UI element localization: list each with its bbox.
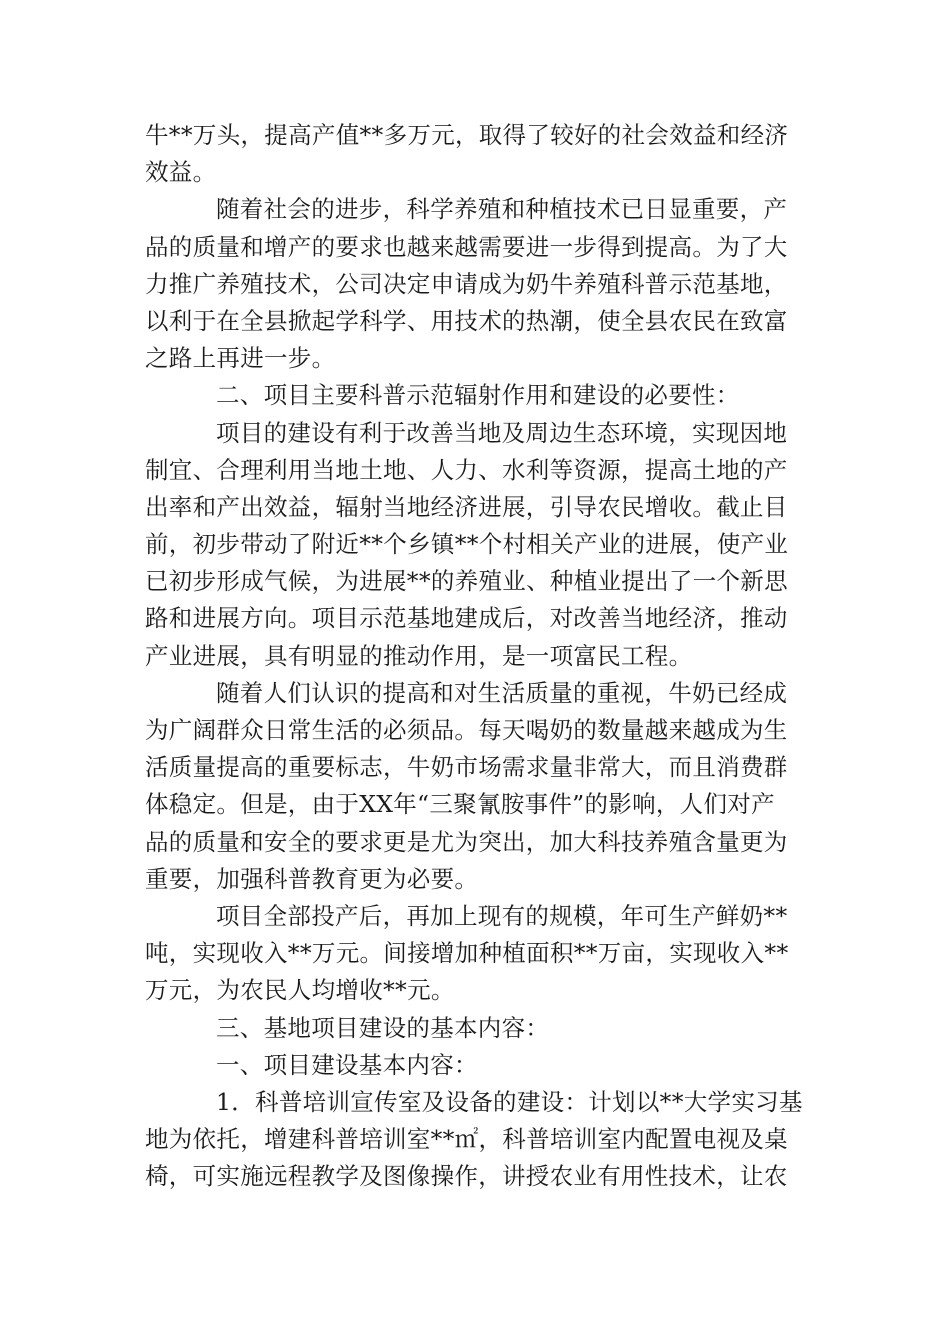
text-line: 路和进展方向。项目示范基地建成后，对改善当地经济，推动: [145, 604, 788, 633]
text-line: 之路上再进一步。: [145, 344, 336, 373]
text-line: 为广阔群众日常生活的必须品。每天喝奶的数量越来越成为生: [145, 716, 788, 744]
text-line: 项目全部投产后，再加上现有的规模，年可生产鲜奶**: [216, 901, 788, 930]
text-line: 活质量提高的重要标志，牛奶市场需求量非常大，而且消费群: [145, 753, 788, 782]
text-line: 力推广养殖技术，公司决定申请成为奶牛养殖科普示范基地，: [145, 269, 788, 298]
text-line: 已初步形成气候，为进展**的养殖业、种植业提出了一个新思: [145, 567, 788, 596]
text-line: 制宜、合理利用当地土地、人力、水利等资源，提高土地的产: [145, 455, 788, 484]
text-line: 吨，实现收入**万元。间接增加种植面积**万亩，实现收入**: [145, 939, 789, 968]
text-line: 品的质量和增产的要求也越来越需要进一步得到提高。为了大: [145, 232, 788, 261]
text-line: 重要，加强科普教育更为必要。: [145, 864, 479, 893]
text-line: 随着社会的进步，科学养殖和种植技术已日显重要，产: [216, 195, 788, 224]
text-line: 产业进展，具有明显的推动作用，是一项富民工程。: [145, 641, 693, 670]
text-line: 椅，可实施远程教学及图像操作，讲授农业有用性技术，让农: [145, 1162, 788, 1191]
text-line: 以利于在全县掀起学科学、用技术的热潮，使全县农民在致富: [145, 306, 788, 335]
text-line: 一、项目建设基本内容：: [216, 1050, 478, 1079]
text-line: 项目的建设有利于改善当地及周边生态环境，实现因地: [216, 418, 788, 447]
text-line: 地为依托，增建科普培训室**㎡，科普培训室内配置电视及桌: [145, 1125, 788, 1154]
text-line: 出率和产出效益，辐射当地经济进展，引导农民增收。截止目: [145, 492, 788, 521]
text-line: 品的质量和安全的要求更是尤为突出，加大科技养殖含量更为: [145, 827, 788, 856]
text-line: 1．科普培训宣传室及设备的建设：计划以**大学实习基: [216, 1087, 803, 1116]
document-body: [145, 117, 805, 1195]
text-line: 牛**万头，提高产值**多万元，取得了较好的社会效益和经济: [145, 121, 789, 149]
text-line: 前，初步带动了附近**个乡镇**个村相关产业的进展，使产业: [145, 530, 789, 559]
text-line: 万元，为农民人均增收**元。: [145, 976, 455, 1005]
text-line: 三、基地项目建设的基本内容：: [216, 1013, 550, 1042]
text-line: 二、项目主要科普示范辐射作用和建设的必要性：: [216, 381, 740, 410]
text-line: 随着人们认识的提高和对生活质量的重视，牛奶已经成: [216, 678, 788, 707]
text-line: 体稳定。但是，由于XX年“三聚氰胺事件”的影响，人们对产: [145, 790, 775, 819]
text-line: 效益。: [145, 158, 217, 187]
